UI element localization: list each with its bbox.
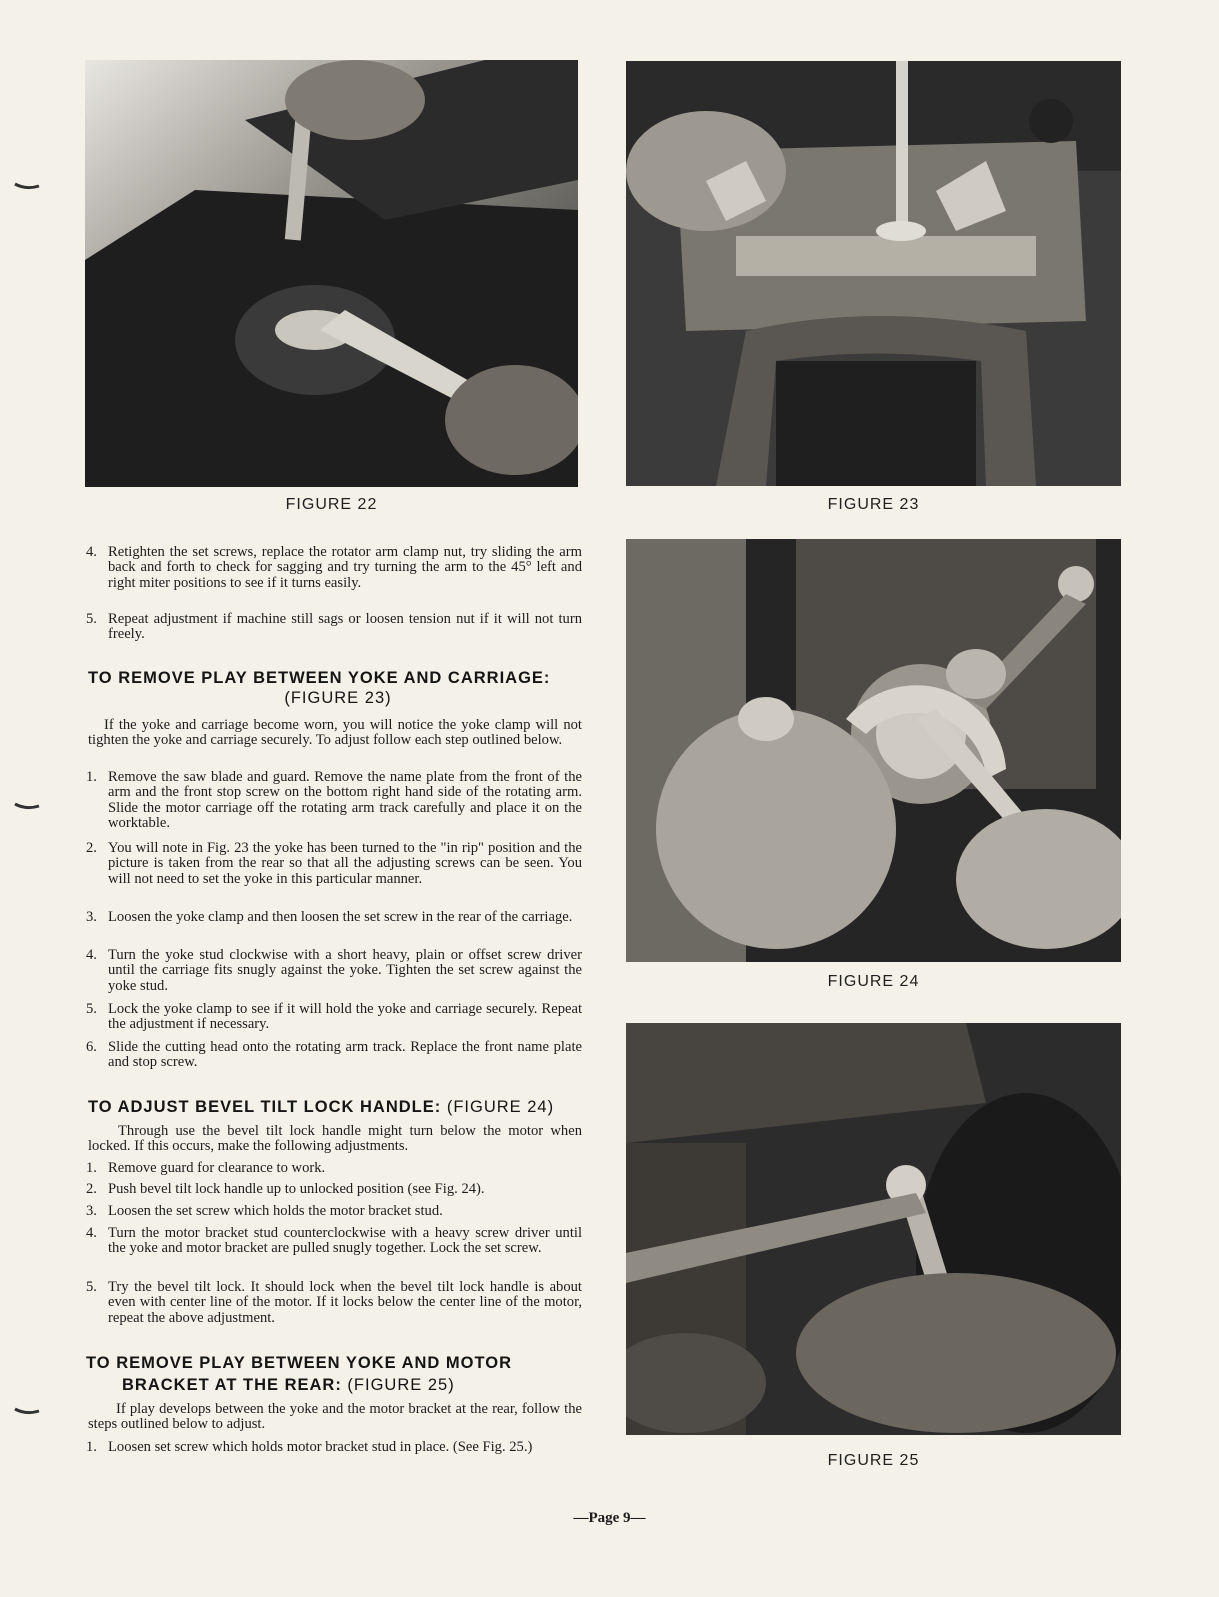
section-heading xyxy=(122,1376,582,1395)
step-number: 5. xyxy=(86,1001,97,1017)
list-item xyxy=(86,1181,582,1197)
list-item xyxy=(86,1039,582,1071)
page-number: —Page 9— xyxy=(573,1510,646,1526)
figure-reference: (FIGURE 23) xyxy=(284,689,392,707)
figure-22-photo xyxy=(85,60,578,487)
step-number: 2. xyxy=(86,1181,97,1197)
step-number: 1. xyxy=(86,1439,97,1455)
list-item xyxy=(86,1001,582,1033)
step-text: Push bevel tilt lock handle up to unlocked position (see Fig. 24). xyxy=(108,1181,485,1197)
list-item xyxy=(86,611,582,643)
figure-reference: (FIGURE 24) xyxy=(446,1098,555,1116)
step-text: Repeat adjustment if machine still sags or loosen tension nut if it will not turn freely. xyxy=(108,611,582,643)
figure-23-photo xyxy=(626,61,1121,486)
list-item xyxy=(86,840,582,887)
section-intro: Through use the bevel tilt lock handle might turn below the motor when locked. If this occurs, make the following adjustments. xyxy=(88,1123,582,1155)
step-number: 1. xyxy=(86,769,97,785)
step-number: 2. xyxy=(86,840,97,856)
step-text: Loosen set screw which holds motor bracket stud in place. (See Fig. 25.) xyxy=(108,1439,533,1455)
step-text: Turn the yoke stud clockwise with a short heavy, plain or offset screw driver until the carriage fits snugly against the yoke. Tighten the set screw against the yoke stud. xyxy=(108,947,582,994)
section-heading-ref xyxy=(88,689,588,708)
step-text: Loosen the yoke clamp and then loosen the set screw in the rear of the carriage. xyxy=(108,909,573,925)
figure-22-caption: FIGURE 22 xyxy=(285,496,378,513)
list-item xyxy=(86,769,582,832)
list-item xyxy=(86,544,582,591)
step-number: 3. xyxy=(86,909,97,925)
step-text: You will note in Fig. 23 the yoke has been turned to the "in rip" position and the picture is taken from the rear so that all the adjusting screws can be seen. You will not need to set the yoke in this particular manner. xyxy=(108,840,582,887)
step-text: Remove the saw blade and guard. Remove the name plate from the front of the arm and the front stop screw on the bottom right hand side of the rotating arm. Slide the motor carriage off the rotating arm track carefully and place it on the worktable. xyxy=(108,769,582,832)
list-item xyxy=(86,909,582,925)
step-number: 1. xyxy=(86,1160,97,1176)
binder-mark xyxy=(14,180,40,192)
step-number: 6. xyxy=(86,1039,97,1055)
step-number: 3. xyxy=(86,1203,97,1219)
step-text: Loosen the set screw which holds the motor bracket stud. xyxy=(108,1203,443,1219)
figure-24-photo xyxy=(626,539,1121,962)
section-heading-text: BRACKET AT THE REAR: xyxy=(122,1376,342,1394)
section-heading-text: TO ADJUST BEVEL TILT LOCK HANDLE: xyxy=(88,1098,442,1116)
step-number: 4. xyxy=(86,544,97,560)
section-intro: If the yoke and carriage become worn, you will notice the yoke clamp will not tighten the yoke and carriage securely. To adjust follow each step outlined below. xyxy=(88,717,582,749)
list-item xyxy=(86,1203,582,1219)
list-item xyxy=(86,1279,582,1326)
section-heading xyxy=(88,1098,588,1117)
figure-reference: (FIGURE 25) xyxy=(347,1376,455,1394)
binder-mark xyxy=(14,800,40,812)
list-item xyxy=(86,1225,582,1257)
section-heading: TO REMOVE PLAY BETWEEN YOKE AND CARRIAGE: xyxy=(88,669,551,687)
figure-23-caption: FIGURE 23 xyxy=(827,496,920,513)
step-number: 4. xyxy=(86,947,97,963)
step-text: Remove guard for clearance to work. xyxy=(108,1160,326,1176)
step-text: Retighten the set screws, replace the rotator arm clamp nut, try sliding the arm back and forth to check for sagging and try turning the arm to the 45° left and right miter positions to see if it turns easily. xyxy=(108,544,582,591)
section-intro: If play develops between the yoke and the motor bracket at the rear, follow the steps outlined below to adjust. xyxy=(88,1401,582,1433)
list-item xyxy=(86,1160,582,1176)
figure-25-caption: FIGURE 25 xyxy=(827,1452,920,1469)
step-number: 4. xyxy=(86,1225,97,1241)
section-heading: TO REMOVE PLAY BETWEEN YOKE AND MOTOR xyxy=(86,1354,513,1372)
figure-25-photo xyxy=(626,1023,1121,1435)
step-text: Slide the cutting head onto the rotating arm track. Replace the front name plate and stop screw. xyxy=(108,1039,582,1071)
binder-mark xyxy=(14,1405,40,1417)
figure-24-caption: FIGURE 24 xyxy=(827,973,920,990)
step-number: 5. xyxy=(86,611,97,627)
step-text: Try the bevel tilt lock. It should lock when the bevel tilt lock handle is about even with center line of the motor. If it locks below the center line of the motor, repeat the above adjustment. xyxy=(108,1279,582,1326)
list-item xyxy=(86,1439,582,1455)
step-number: 5. xyxy=(86,1279,97,1295)
step-text: Lock the yoke clamp to see if it will hold the yoke and carriage securely. Repeat the adjustment if necessary. xyxy=(108,1001,582,1033)
step-text: Turn the motor bracket stud counterclockwise with a heavy screw driver until the yoke and motor bracket are pulled snugly together. Lock the set screw. xyxy=(108,1225,582,1257)
list-item xyxy=(86,947,582,994)
